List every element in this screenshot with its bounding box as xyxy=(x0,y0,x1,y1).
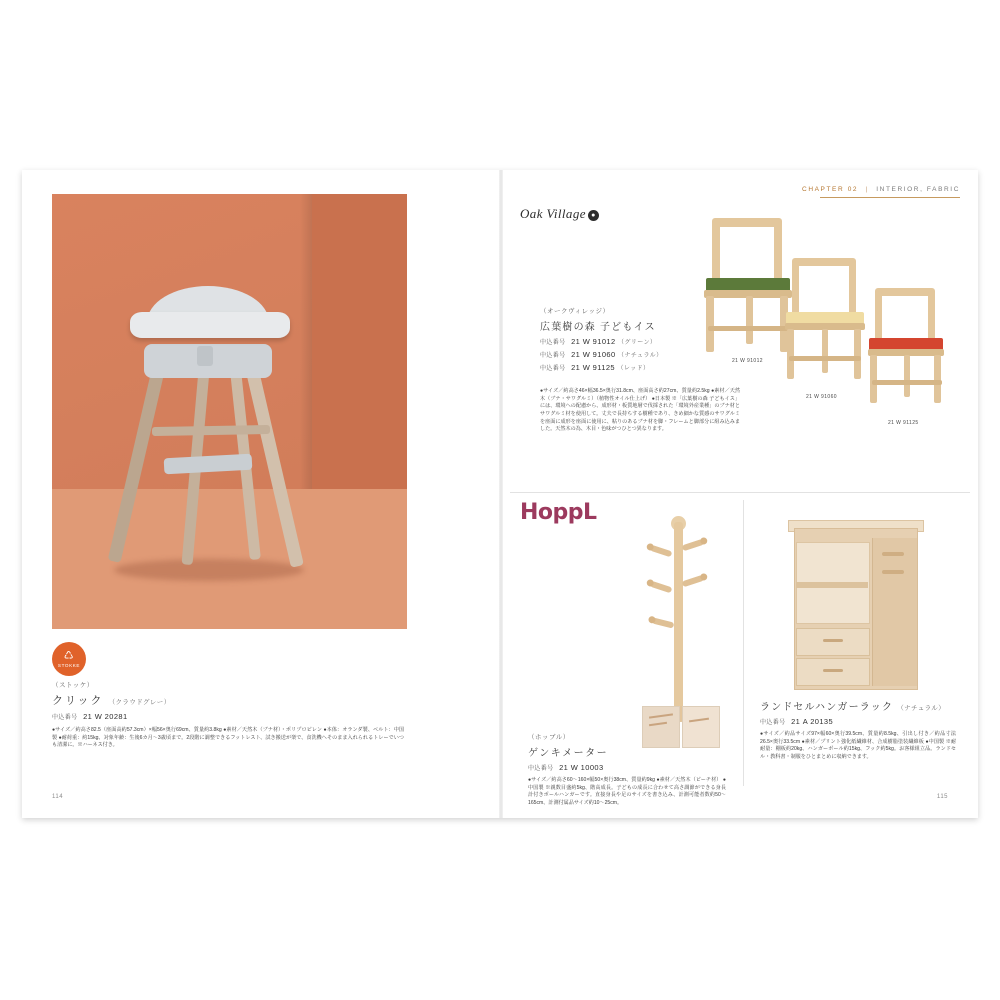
hoppl-product-info xyxy=(528,732,728,808)
rack-product-name xyxy=(760,698,956,713)
brand-badge-label: STOKKE xyxy=(57,662,81,668)
rack-shelf xyxy=(796,582,868,588)
oak-product-spec: ●サイズ／約高さ46×幅36.5×奥行31.8cm、座面高さ約27cm、質量約2.5kg ●素材／天然木（ブナ・サワグルミ）（植物性オイル仕上げ） ●日本製 ※「広葉樹の森 子どもイス」には、環境への配慮から、成形材・板質地層で伐採された「環境外産業種」のブナ材とサワグルミ材を使用して。丈夫で長持ちする樹種であり、きめ細かな質感のサワグルミを座面に成形を座面に使用に、粘りのあるブナ材を脚・フレームと脚部分に組み込みました。天然木の為、木目・色味がつひとつ異なります。 xyxy=(540,388,740,433)
rack-product-spec: ●サイズ／約品サイズ97×幅60×奥行39.5cm、質量約8.5kg、引出し付き／約品寸法26.5×奥行33.5cm ●素材／プリント強化紙繊維材、合成樹脂塗装繊維板 ●中国製 ※耐耐量：棚板約20kg、ハンガーボール約15kg、フック約5kg。お客様組立品。ランドセル・教科書・制服をひとまとめに収納できます。 xyxy=(760,731,956,760)
oak-code-label-2: 中込番号 xyxy=(540,353,566,359)
inset-scribble xyxy=(649,722,667,726)
chapter-category: INTERIOR, FABRIC xyxy=(876,186,960,193)
chair-back-post xyxy=(774,222,782,284)
oak-variant-row-2 xyxy=(540,350,665,359)
stokke-logo-icon: ♺ xyxy=(63,649,75,662)
oak-color-3: （レッド） xyxy=(617,366,650,372)
oak-code-value-3: 21 W 91125 xyxy=(571,363,615,372)
inset-scribble xyxy=(689,718,709,723)
hoppl-code-label: 中込番号 xyxy=(528,766,554,772)
chair-photo-label-red: 21 W 91125 xyxy=(888,420,919,426)
chair-back-post xyxy=(928,292,935,344)
chapter-number: CHAPTER 02 xyxy=(802,186,859,193)
hanger-product-photo xyxy=(630,510,730,730)
page-number-left: 114 xyxy=(52,794,64,800)
oak-code-value-1: 21 W 91012 xyxy=(571,337,616,346)
hero-product-photo xyxy=(52,194,407,629)
chair-back-post xyxy=(849,262,856,318)
product-spec: ●サイズ／約高さ82.5（座面高約57.3cm）×幅56×奥行69cm、質量約3.8kg ●素材／天然木（ブナ材）・ポリプロピレン ●本体：オランダ製、ベルト：中国製 ●耐荷重：約15kg、対象年齢：生後6カ月～3歳頃まで。2段階に調整できるフットレスト、試き搬送が楽で、食洗機へそのまま入れられるトレーでいつも清潔に。※ハーネス付き。 xyxy=(52,727,404,749)
chair-top-rail xyxy=(792,258,856,266)
chair-stretcher xyxy=(789,356,861,361)
oak-code-value-2: 21 W 91060 xyxy=(571,350,616,359)
hanger-peg xyxy=(652,617,675,628)
chair-stretcher xyxy=(708,326,788,331)
chair-leg xyxy=(854,329,861,379)
product-variant: （クラウドグレー） xyxy=(108,699,171,706)
hanger-peg-knob xyxy=(646,543,655,552)
panel-randoseru-rack xyxy=(752,500,960,790)
rack-hook xyxy=(882,570,904,574)
chapter-rule xyxy=(820,197,960,198)
highchair-tray xyxy=(130,312,290,338)
hanger-peg-knob xyxy=(646,579,655,588)
inset-scribble xyxy=(649,713,673,718)
chair-leg xyxy=(822,329,828,373)
hanger-peg-knob xyxy=(699,573,708,582)
hoppl-product-code xyxy=(528,763,728,772)
chair-photo-label-green: 21 W 91012 xyxy=(732,358,763,364)
oak-product-name: 広葉樹の森 子どもイス xyxy=(540,322,656,333)
chair-back-post xyxy=(792,262,799,318)
hanger-peg xyxy=(682,575,705,588)
chair-top-rail xyxy=(875,288,935,296)
oak-code-label-1: 中込番号 xyxy=(540,340,566,346)
chair-back-post xyxy=(712,222,720,284)
left-product-info xyxy=(52,680,407,750)
chair-leg xyxy=(904,355,910,397)
drawer-handle xyxy=(823,669,843,672)
product-name-text: クリック xyxy=(52,695,104,707)
chapter-separator: | xyxy=(865,186,869,193)
highchair-crossbar xyxy=(152,425,270,436)
catalog-spread xyxy=(22,170,978,818)
oak-code-label-3: 中込番号 xyxy=(540,366,566,372)
oak-variant-row-3 xyxy=(540,363,665,372)
photo-corner-shadow xyxy=(300,194,312,494)
logo-oak-village-text: Oak Village xyxy=(520,206,586,221)
chair-stretcher xyxy=(872,380,942,385)
drawer-handle xyxy=(823,639,843,642)
highchair-footrest xyxy=(164,454,253,475)
oak-color-2: （ナチュラル） xyxy=(618,353,663,359)
chair-top-rail xyxy=(712,218,782,227)
product-name xyxy=(52,692,407,708)
page-right xyxy=(500,170,978,818)
rack-code-value: 21 A 20135 xyxy=(791,717,834,726)
chair-back-post xyxy=(875,292,882,344)
product-code-value: 21 W 20281 xyxy=(83,712,128,721)
rack-product-photo xyxy=(782,508,932,698)
rack-product-info xyxy=(760,698,956,762)
rack-hook xyxy=(882,552,904,556)
oak-brand-kana: （オークヴィレッジ） xyxy=(540,308,610,315)
brand-kana: （ストッケ） xyxy=(52,682,94,689)
panel-divider-horizontal xyxy=(510,492,970,493)
hanger-peg-knob xyxy=(648,615,656,623)
panel-oak-village xyxy=(520,206,960,480)
rack-product-name-text: ランドセルハンガーラック xyxy=(760,702,894,713)
panel-hoppl xyxy=(520,500,736,806)
rack-product-variant: （ナチュラル） xyxy=(897,705,946,712)
chair-leg xyxy=(934,355,941,403)
hanger-peg xyxy=(682,539,705,552)
chair-leg xyxy=(746,296,753,344)
rack-side-panel xyxy=(872,538,917,686)
oak-color-1: （グリーン） xyxy=(618,340,657,346)
page-number-right: 115 xyxy=(936,794,948,800)
rack-code-label: 中込番号 xyxy=(760,720,786,726)
hanger-peg xyxy=(650,545,673,558)
hoppl-brand-kana: （ホッブル） xyxy=(528,734,570,741)
hanger-pole xyxy=(674,522,683,712)
oak-village-mark-icon: ● xyxy=(588,210,599,221)
chair-leg xyxy=(870,355,877,403)
chair-leg xyxy=(787,329,794,379)
chapter-header xyxy=(802,186,960,193)
hoppl-product-spec: ●サイズ／約高さ60～160×幅50×奥行38cm、質量約9kg ●素材／天然木（ビーチ材） ●中国製 ※親数目盛約5kg、階高成長。子どもの成長に合わせて高さ調節ができる身長計付きポールハンガーです。直接身長や足のサイズを書き込み、計測可能者数約50～165cm、計測付属品サイズ約10～25cm。 xyxy=(528,777,726,806)
brand-badge-stokke xyxy=(52,642,86,676)
panel-divider-vertical xyxy=(743,500,744,786)
oak-village-product-info xyxy=(540,306,665,372)
chair-photo-label-natural: 21 W 91060 xyxy=(806,394,837,400)
rack-product-code xyxy=(760,717,956,726)
chair-leg xyxy=(706,296,714,352)
product-code-label: 中込番号 xyxy=(52,715,78,721)
page-left xyxy=(22,170,500,818)
rack-drawer xyxy=(796,658,870,686)
photo-drop-shadow xyxy=(114,559,304,581)
hanger-peg-knob xyxy=(699,537,708,546)
logo-hoppl: HoppL xyxy=(520,500,597,525)
hoppl-product-name: ゲンキメーター xyxy=(528,748,609,759)
hoppl-code-value: 21 W 10003 xyxy=(559,763,604,772)
oak-variant-row-1 xyxy=(540,337,665,346)
product-code xyxy=(52,712,407,721)
rack-drawer xyxy=(796,628,870,656)
highchair-harness xyxy=(197,346,213,366)
chair-photo-red xyxy=(866,288,961,408)
hanger-peg xyxy=(650,581,673,594)
